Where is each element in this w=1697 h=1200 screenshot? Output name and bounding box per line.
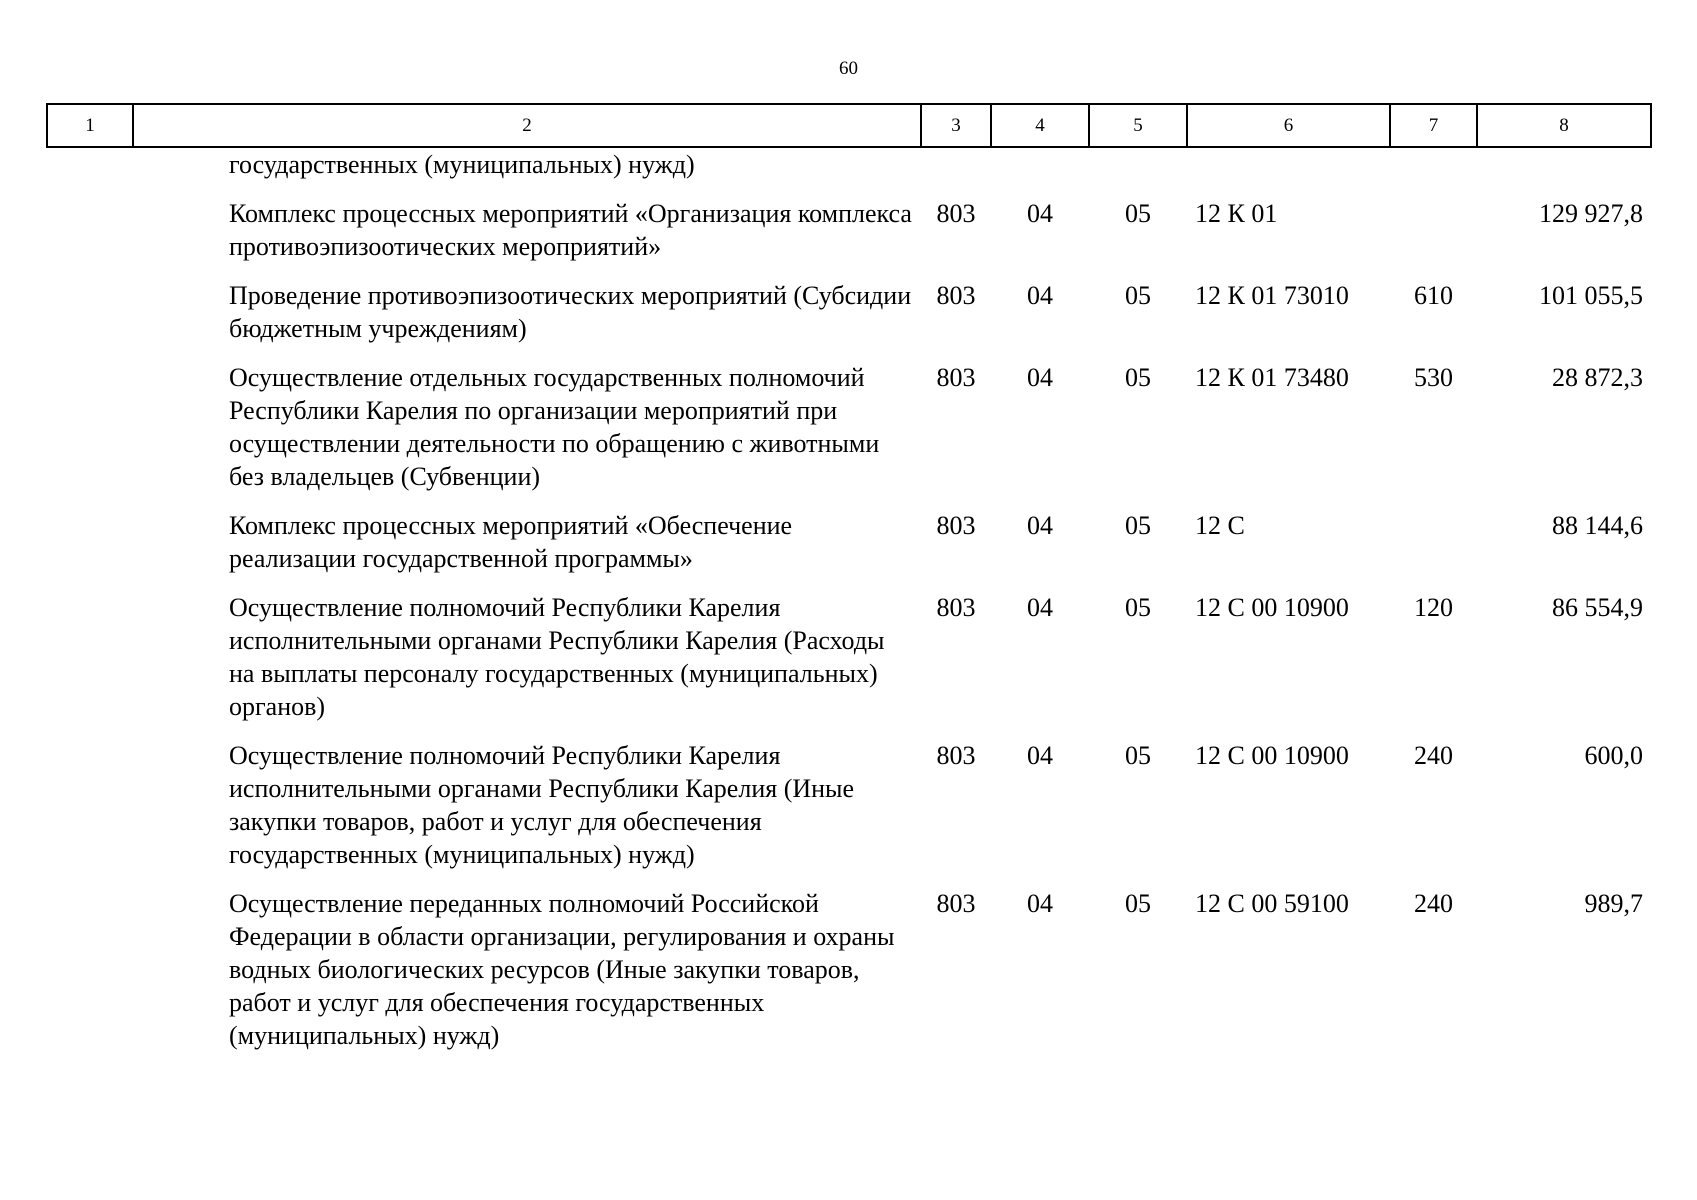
row-code-expense-type: 240 (1414, 741, 1453, 770)
header-row (47, 104, 1651, 147)
header-col-8: 8 (1477, 104, 1651, 147)
continuation-text: государственных (муниципальных) нужд) (229, 150, 695, 179)
row-code-target: 12 К 01 (1195, 199, 1278, 228)
row-name: Проведение противоэпизоотических мероприятий (Субсидии бюджетным учреждениям) (229, 281, 912, 343)
row-name: Осуществление переданных полномочий Российской Федерации в области организации, регулирования и охраны водных биологических ресурсов (Иные закупки товаров, работ и услуг для обеспечения государственных (муниципальных) нужд) (229, 889, 895, 1050)
table-row (47, 361, 1651, 509)
page-number: 60 (839, 58, 858, 79)
budget-table (46, 103, 1652, 1068)
row-code-subsection: 05 (1125, 363, 1151, 392)
row-amount: 28 872,3 (1552, 363, 1643, 392)
row-col-1 (47, 279, 133, 361)
header-col-4: 4 (991, 104, 1089, 147)
row-code-admin: 803 (936, 889, 976, 918)
row-code-target: 12 К 01 73010 (1195, 281, 1349, 310)
table-row (47, 279, 1651, 361)
row-col-1 (47, 591, 133, 739)
header-col-1: 1 (47, 104, 133, 147)
table-row (47, 197, 1651, 279)
row-code-section: 04 (1027, 593, 1053, 622)
row-code-admin: 803 (936, 199, 976, 228)
row-amount: 989,7 (1584, 889, 1643, 918)
row-code-expense-type: 240 (1414, 889, 1453, 918)
row-col-1 (47, 197, 133, 279)
row-code-expense-type (1390, 197, 1477, 279)
header-col-6: 6 (1187, 104, 1390, 147)
row-code-admin: 803 (936, 593, 976, 622)
row-code-section: 04 (1027, 363, 1053, 392)
row-amount: 129 927,8 (1539, 199, 1643, 228)
table-body (47, 147, 1651, 1068)
row-code-section: 04 (1027, 889, 1053, 918)
row-code-subsection: 05 (1125, 593, 1151, 622)
row-name: Комплекс процессных мероприятий «Организация комплекса противоэпизоотических мероприятий» (229, 199, 912, 261)
row-code-target: 12 К 01 73480 (1195, 363, 1349, 392)
row-code-expense-type: 120 (1414, 593, 1453, 622)
table-row (47, 591, 1651, 739)
row-code-subsection: 05 (1125, 281, 1151, 310)
row-code-section: 04 (1027, 511, 1053, 540)
table-header (47, 104, 1651, 147)
row-code-target: 12 С (1195, 511, 1245, 540)
row-code-subsection: 05 (1125, 889, 1151, 918)
header-col-2: 2 (133, 104, 921, 147)
row-code-section: 04 (1027, 199, 1053, 228)
row-col-1 (47, 887, 133, 1068)
row-code-subsection: 05 (1125, 511, 1151, 540)
row-col-1 (47, 361, 133, 509)
row-code-admin: 803 (936, 511, 976, 540)
row-code-expense-type (1390, 509, 1477, 591)
row-code-target: 12 С 00 59100 (1195, 889, 1349, 918)
row-name: Осуществление полномочий Республики Карелия исполнительными органами Республики Карелия (Иные закупки товаров, работ и услуг для обеспечения государственных (муниципальных) нужд) (229, 741, 855, 869)
row-code-section: 04 (1027, 281, 1053, 310)
table-row (47, 887, 1651, 1068)
row-col-1 (47, 739, 133, 887)
row-col-1 (47, 509, 133, 591)
row-code-admin: 803 (936, 363, 976, 392)
row-name: Осуществление отдельных государственных полномочий Республики Карелия по организации мероприятий при осуществлении деятельности по обращению с животными без владельцев (Субвенции) (229, 363, 880, 491)
row-amount: 600,0 (1584, 741, 1643, 770)
row-code-subsection: 05 (1125, 741, 1151, 770)
row-amount: 86 554,9 (1552, 593, 1643, 622)
header-col-7: 7 (1390, 104, 1477, 147)
table-row (47, 739, 1651, 887)
header-col-5: 5 (1089, 104, 1187, 147)
row-code-admin: 803 (936, 281, 976, 310)
row-code-subsection: 05 (1125, 199, 1151, 228)
row-code-expense-type: 530 (1414, 363, 1453, 392)
table-row (47, 509, 1651, 591)
row-code-target: 12 С 00 10900 (1195, 741, 1349, 770)
row-code-expense-type: 610 (1414, 281, 1453, 310)
row-code-admin: 803 (936, 741, 976, 770)
row-code-target: 12 С 00 10900 (1195, 593, 1349, 622)
row-amount: 101 055,5 (1539, 281, 1643, 310)
row-code-section: 04 (1027, 741, 1053, 770)
row-name: Осуществление полномочий Республики Карелия исполнительными органами Республики Карелия (Расходы на выплаты персоналу государственных (муниципальных) органов) (229, 593, 885, 721)
row-amount: 88 144,6 (1552, 511, 1643, 540)
header-col-3: 3 (921, 104, 991, 147)
continuation-row (47, 147, 1651, 197)
row-name: Комплекс процессных мероприятий «Обеспечение реализации государственной программы» (229, 511, 793, 573)
